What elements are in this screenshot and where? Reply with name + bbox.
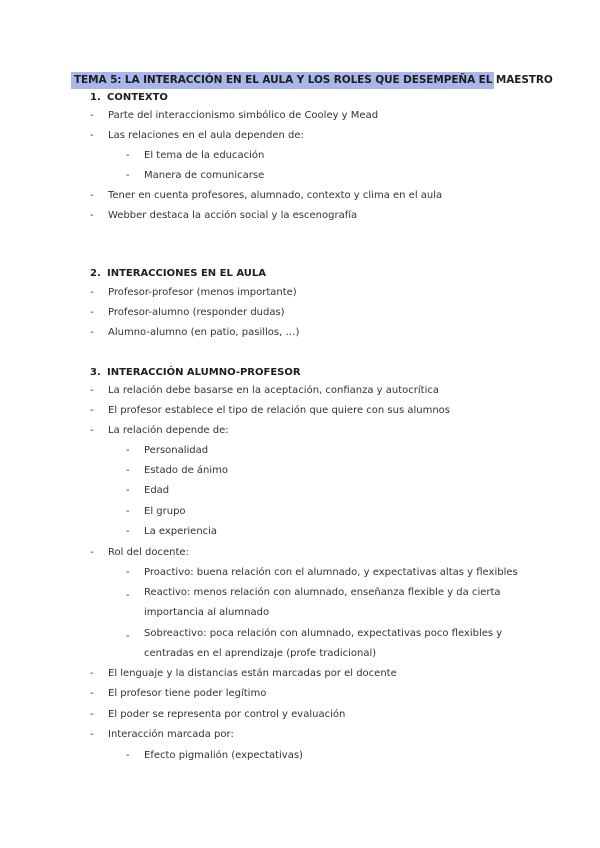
list-item: - La relación depende de: [90,425,229,436]
section-heading-interacciones [90,268,266,279]
list-item: - Profesor-profesor (menos importante) [90,287,297,298]
section-heading-interaccion-alumno-profesor [90,367,301,378]
section-number: 1. [90,92,101,103]
list-item: - Webber destaca la acción social y la escenografía [90,210,358,221]
list-item: - Personalidad [126,445,209,456]
section-title: INTERACCIÓN ALUMNO-PROFESOR [107,367,301,378]
list-item: - Reactivo: menos relación con alumnado, enseñanza flexible y da cierta importancia al alumnado [126,587,501,618]
list-item: - El tema de la educación [126,150,265,161]
list-item: - El grupo [126,506,186,517]
list-item: - Manera de comunicarse [126,170,265,181]
list-item: - El profesor establece el tipo de relación que quiere con sus alumnos [90,405,451,416]
section-number: 3. [90,367,101,378]
list-item: - Parte del interaccionismo simbólico de Cooley y Mead [90,110,379,121]
list-item: - El poder se representa por control y evaluación [90,709,346,720]
section-title: CONTEXTO [107,92,168,103]
list-item: - Las relaciones en el aula dependen de: [90,130,304,141]
list-item: - Tener en cuenta profesores, alumnado, contexto y clima en el aula [90,190,443,201]
document-title: TEMA 5: LA INTERACCIÓN EN EL AULA Y LOS ROLES QUE DESEMPEÑA EL MAESTRO [71,72,494,89]
section-heading-contexto [90,92,168,103]
list-item: - Interacción marcada por: [90,729,234,740]
list-item: - Edad [126,485,170,496]
list-item: - Rol del docente: [90,547,189,558]
list-item: - Sobreactivo: poca relación con alumnado, expectativas poco flexibles y centradas en el aprendizaje (profe tradicional) [126,628,503,659]
list-item: - Efecto pigmalión (expectativas) [126,750,303,761]
list-item: - La experiencia [126,526,218,537]
list-item: - El profesor tiene poder legítimo [90,688,267,699]
section-number: 2. [90,268,101,279]
list-item: - El lenguaje y la distancias están marcadas por el docente [90,668,397,679]
list-item: - La relación debe basarse en la aceptación, confianza y autocrítica [90,385,439,396]
section-title: INTERACCIONES EN EL AULA [107,268,266,279]
list-item: - Proactivo: buena relación con el alumnado, y expectativas altas y flexibles [126,567,518,578]
list-item: - Profesor-alumno (responder dudas) [90,307,285,318]
list-item: - Estado de ánimo [126,465,229,476]
list-item: - Alumno-alumno (en patio, pasillos, …) [90,327,300,338]
